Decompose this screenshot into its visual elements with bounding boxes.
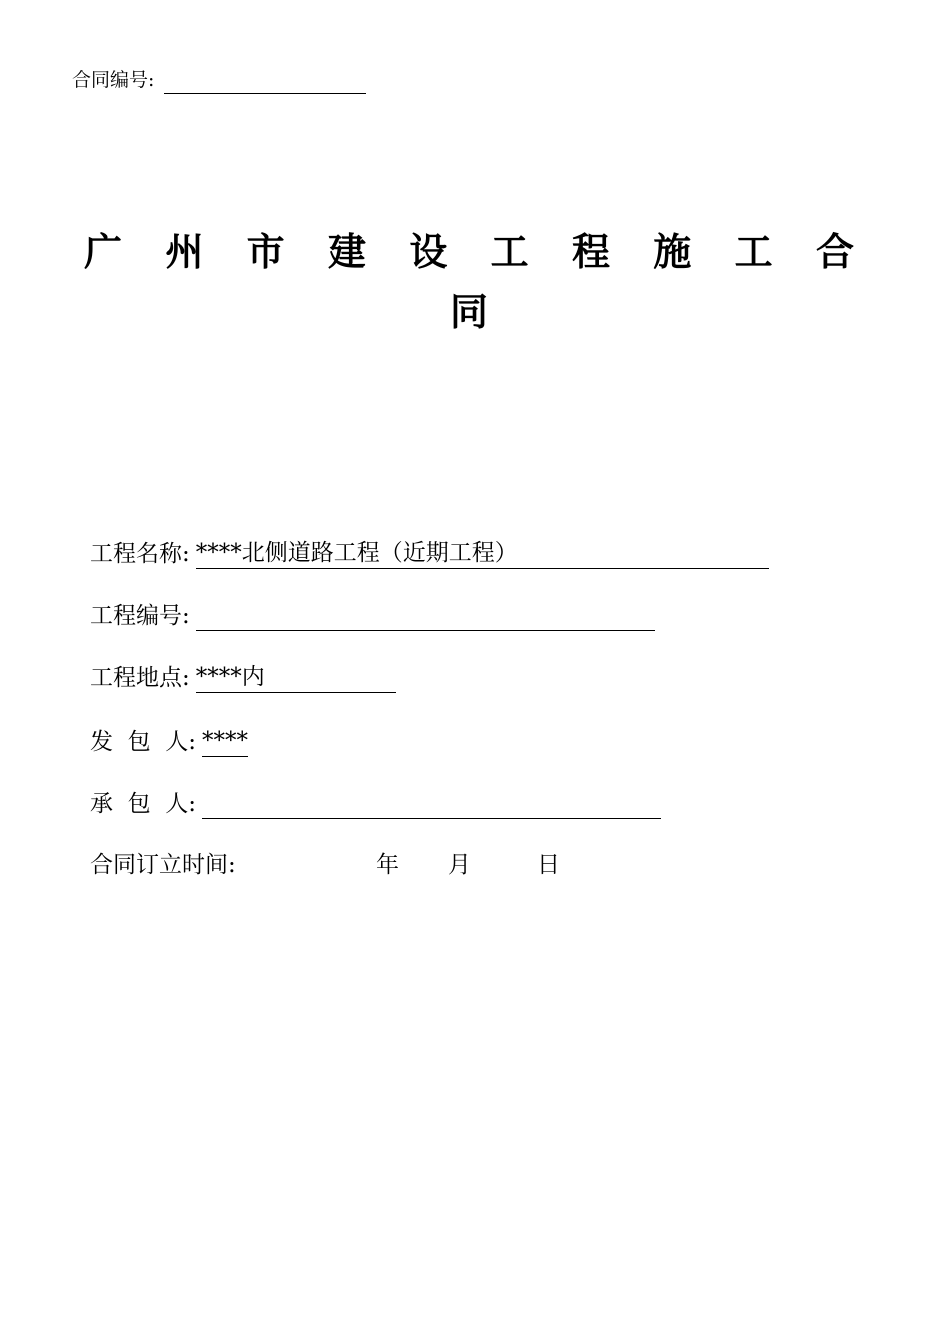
- field-contractor: [90, 788, 661, 819]
- title-char: 施: [653, 229, 692, 274]
- project-name-value[interactable]: ****北侧道路工程（近期工程）: [196, 538, 769, 569]
- title-char: 州: [165, 229, 204, 274]
- title-char: 工: [490, 229, 529, 274]
- title-char: 广: [84, 229, 123, 274]
- title-char: 设: [409, 229, 448, 274]
- title-char: 程: [571, 229, 610, 274]
- employer-label: 发 包 人:: [90, 729, 196, 755]
- signing-year: 年: [376, 852, 399, 878]
- contractor-label: 承 包 人:: [90, 791, 196, 817]
- title-char: 建: [327, 229, 366, 274]
- contract-number-blank[interactable]: [164, 69, 366, 94]
- field-project-number: [90, 600, 655, 631]
- project-number-value[interactable]: [196, 600, 655, 631]
- field-project-site: [90, 662, 396, 693]
- signing-month: 月: [448, 852, 471, 878]
- document-title: [84, 222, 854, 342]
- title-char: 市: [246, 229, 285, 274]
- contractor-value[interactable]: [202, 788, 661, 819]
- title-line-1: [84, 222, 854, 282]
- field-project-name: [90, 538, 769, 569]
- project-site-label: 工程地点:: [90, 665, 190, 691]
- project-number-label: 工程编号:: [90, 603, 190, 629]
- field-employer: [90, 726, 248, 757]
- title-char: 合: [815, 229, 854, 274]
- project-site-value[interactable]: ****内: [196, 662, 396, 693]
- signing-day: 日: [537, 852, 560, 878]
- project-name-label: 工程名称:: [90, 541, 190, 567]
- employer-value[interactable]: ****: [202, 726, 248, 757]
- title-line-2: [84, 282, 854, 342]
- contract-number-label: 合同编号:: [72, 69, 155, 91]
- signing-date-label: 合同订立时间:: [90, 852, 236, 878]
- title-char: 同: [449, 289, 488, 334]
- title-char: 工: [734, 229, 773, 274]
- contract-number: [72, 66, 366, 94]
